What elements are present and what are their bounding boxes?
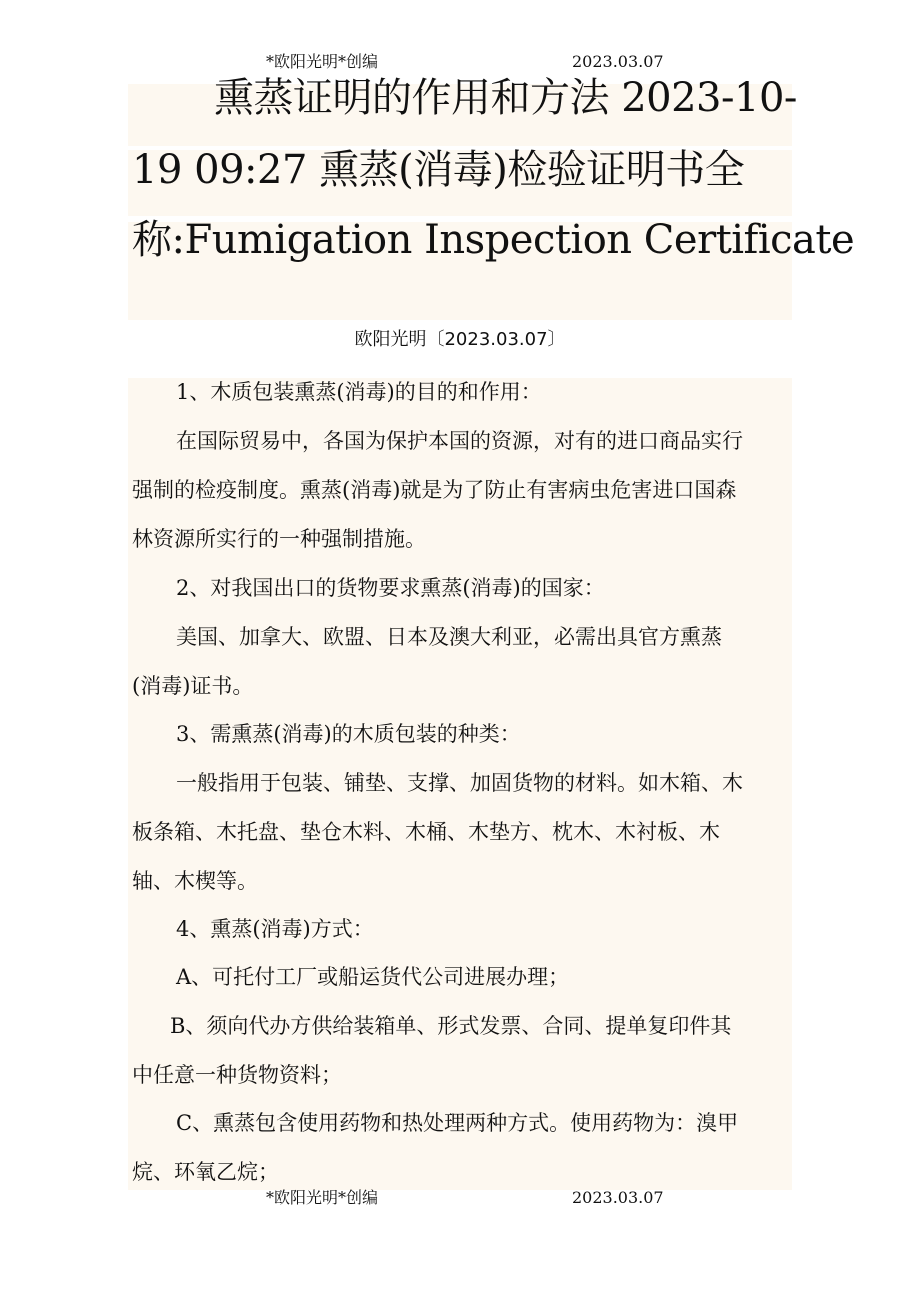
paragraph-line: 轴、木楔等。 [132, 869, 258, 893]
footer-date: 2023.03.07 [572, 1188, 664, 1207]
header-author: *欧阳光明*创编 [266, 52, 379, 71]
footer-author: *欧阳光明*创编 [266, 1188, 379, 1207]
document-title-line-2: 19 09:27 熏蒸(消毒)检验证明书全 [132, 147, 745, 193]
paragraph-line: 美国、加拿大、欧盟、日本及澳大利亚，必需出具官方熏蒸 [176, 625, 722, 649]
paragraph-line: (消毒)证书。 [132, 674, 254, 698]
section-4-heading: 4、熏蒸(消毒)方式： [176, 917, 374, 941]
paragraph-line: 在国际贸易中，各国为保护本国的资源，对有的进口商品实行 [176, 429, 743, 453]
list-item-a: A、可托付工厂或船运货代公司进展办理； [176, 965, 570, 989]
paragraph-line: 烷、环氧乙烷； [132, 1160, 279, 1184]
document-title-line-3: 称:Fumigation Inspection Certificate [132, 217, 855, 263]
byline: 欧阳光明〔2023.03.07〕 [354, 329, 566, 350]
paragraph-line: 林资源所实行的一种强制措施。 [132, 527, 426, 551]
list-item-c: C、熏蒸包含使用药物和热处理两种方式。使用药物为：溴甲 [176, 1111, 739, 1135]
section-1-heading: 1、木质包装熏蒸(消毒)的目的和作用： [176, 380, 542, 404]
document-title-line-1: 熏蒸证明的作用和方法 2023-10- [214, 75, 797, 121]
header-date: 2023.03.07 [572, 52, 664, 71]
section-2-heading: 2、对我国出口的货物要求熏蒸(消毒)的国家： [176, 576, 605, 600]
paragraph-line: 强制的检疫制度。熏蒸(消毒)就是为了防止有害病虫危害进口国森 [132, 478, 737, 502]
paragraph-line: 一般指用于包装、铺垫、支撑、加固货物的材料。如木箱、木 [176, 771, 743, 795]
paragraph-line: 板条箱、木托盘、垫仓木料、木桶、木垫方、枕木、木衬板、木 [132, 820, 720, 844]
section-3-heading: 3、需熏蒸(消毒)的木质包装的种类： [176, 722, 521, 746]
paragraph-line: 中任意一种货物资料； [132, 1063, 342, 1087]
list-item-b: B、须向代办方供给装箱单、形式发票、合同、提单复印件其 [170, 1014, 732, 1038]
